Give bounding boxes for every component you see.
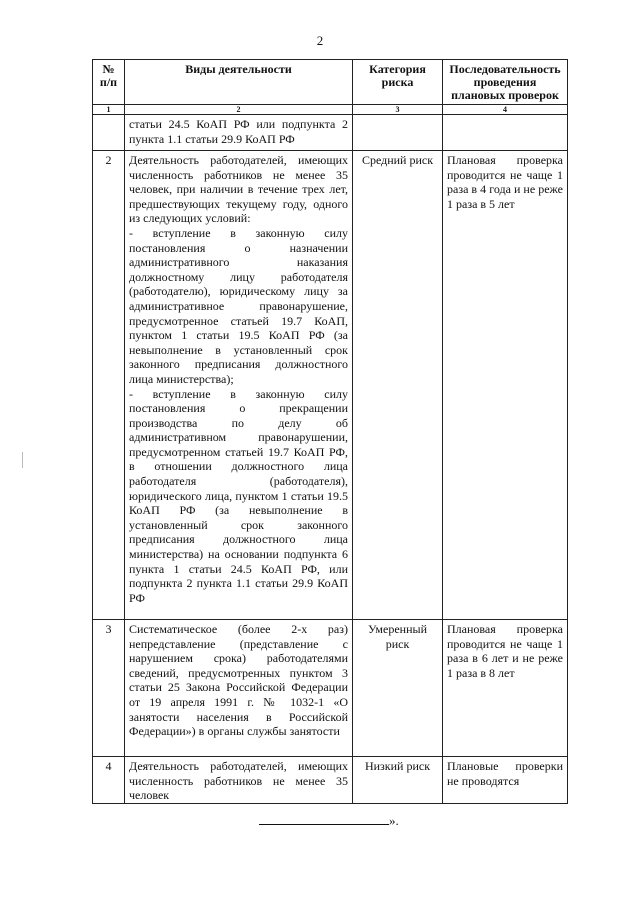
- table-row: [93, 115, 568, 151]
- column-numbers-row: [93, 105, 568, 115]
- row-category: Низкий риск: [353, 757, 443, 804]
- row-sequence: [443, 115, 568, 151]
- closing-quote: ».: [389, 813, 399, 828]
- header-category: Категория риска: [353, 60, 443, 105]
- table-row: [93, 151, 568, 620]
- table-row: [93, 620, 568, 757]
- header-sequence: Последовательность проведения плановых проверок: [443, 60, 568, 105]
- row-num: 2: [93, 151, 125, 620]
- row-category: [353, 115, 443, 151]
- activity-condition-2: - вступление в законную силу постановления о прекращении производства по делу об административном правонарушении, предусмотренном статьей 19.7 КоАП РФ, в отношении должностного лица работодателя (работодателя), юридического лица, пунктом 1 статьи 19.5 КоАП РФ (за невыполнение в установленный срок законного предписания должностного лица министерства) на основании подпункта 6 пункта 1 статьи 24.5 КоАП РФ, или подпункта 2 пункта 1.1 статьи 29.9 КоАП РФ: [129, 386, 348, 605]
- row-sequence: Плановая проверка проводится не чаще 1 раза в 4 года и не реже 1 раза в 5 лет: [443, 151, 568, 620]
- activity-condition-1: - вступление в законную силу постановления о назначении административного наказания должностному лицу работодателя (работодателю), юридическому лицу за административное правонарушение, предусмотренное статьей 19.7 КоАП, пунктом 1 статьи 19.5 КоАП РФ (за невыполнение в установленный срок законного предписания должностного лица министерства);: [129, 225, 348, 386]
- column-number: 3: [353, 105, 443, 115]
- row-activity: Деятельность работодателей, имеющих численность работников не менее 35 человек: [125, 757, 353, 804]
- row-activity: [125, 151, 353, 620]
- row-category: Средний риск: [353, 151, 443, 620]
- column-number: 1: [93, 105, 125, 115]
- table-header-row: [93, 60, 568, 105]
- table-row: [93, 757, 568, 804]
- column-number: 2: [125, 105, 353, 115]
- risk-category-table: [92, 59, 568, 804]
- page-number: 2: [316, 33, 324, 48]
- signature-blank-line: [259, 813, 389, 825]
- row-sequence: Плановая проверка проводится не чаще 1 раза в 6 лет и не реже 1 раза в 8 лет: [443, 620, 568, 757]
- closing-line: [259, 813, 399, 829]
- header-num: № п/п: [93, 60, 125, 105]
- row-activity: статьи 24.5 КоАП РФ или подпункта 2 пункта 1.1 статьи 29.9 КоАП РФ: [125, 115, 353, 151]
- header-activity: Виды деятельности: [125, 60, 353, 105]
- activity-intro: Деятельность работодателей, имеющих численность работников не менее 35 человек, при наличии в течение трех лет, предшествующих текущему году, одного из следующих условий:: [129, 153, 348, 226]
- column-number: 4: [443, 105, 568, 115]
- row-activity: Систематическое (более 2-х раз) непредставление (представление с нарушением срока) работодателями сведений, предусмотренных пунктом 3 статьи 25 Закона Российской Федерации от 19 апреля 1991 г. № 1032-1 «О занятости населения в Российской Федерации») в органы службы занятости: [125, 620, 353, 757]
- row-num: [93, 115, 125, 151]
- row-num: 4: [93, 757, 125, 804]
- row-category: Умеренный риск: [353, 620, 443, 757]
- row-sequence: Плановые проверки не проводятся: [443, 757, 568, 804]
- row-num: 3: [93, 620, 125, 757]
- scan-artifact: [22, 452, 23, 468]
